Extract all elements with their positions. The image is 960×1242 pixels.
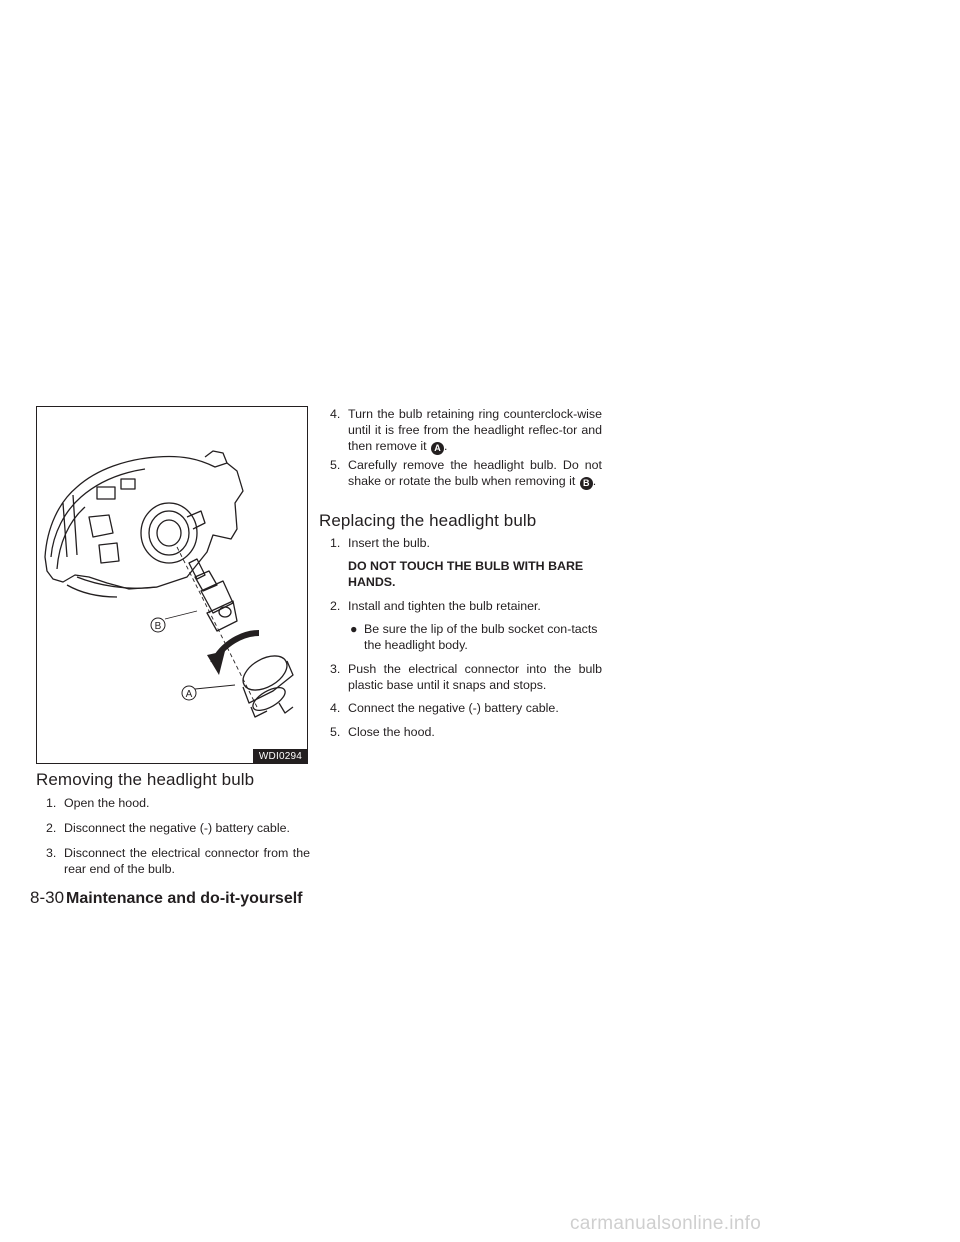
replacing-step-4 (330, 700, 602, 716)
replacing-step-2 (330, 598, 602, 614)
removing-step-3 (46, 845, 310, 877)
figure-id-label: WDI0294 (253, 749, 307, 763)
removing-step-5 (330, 457, 602, 490)
replacing-step-5 (330, 724, 602, 740)
headlight-assembly-illustration (37, 407, 308, 764)
step-text-end: . (592, 474, 597, 488)
svg-text:B: B (154, 621, 162, 632)
step-number: 5. (330, 725, 341, 739)
warning-text: DO NOT TOUCH THE BULB WITH BARE HANDS. (348, 559, 584, 589)
step-text: Disconnect the electrical connector from the rear end of the bulb. (64, 846, 310, 876)
bullet-text: Be sure the lip of the bulb socket con-tacts the headlight body. (364, 622, 598, 652)
step-number: 4. (330, 407, 341, 421)
step-text: Turn the bulb retaining ring counterclock-wise until it is free from the headlight reflec-tor and then remove it (348, 407, 602, 453)
step-text: Push the electrical connector into the bulb plastic base until it snaps and stops. (348, 662, 602, 692)
removing-step-4 (330, 406, 602, 455)
removing-step-1 (46, 795, 316, 811)
callout-a-ref: A (431, 442, 444, 455)
step-text: Close the hood. (348, 725, 435, 739)
removing-step-2 (46, 820, 316, 836)
step-number: 1. (330, 536, 341, 550)
replacing-step-1 (330, 535, 602, 551)
watermark: carmanualsonline.info (570, 1213, 762, 1234)
page-number: 8-30 (30, 888, 65, 907)
callout-b-ref: B (580, 477, 593, 490)
page-footer (30, 888, 303, 908)
step-number: 2. (330, 599, 341, 613)
step-number: 5. (330, 458, 341, 472)
step-text: Disconnect the negative (-) battery cable. (64, 821, 290, 835)
step-number: 4. (330, 701, 341, 715)
step-text-end: . (443, 439, 448, 453)
replacing-heading: Replacing the headlight bulb (319, 511, 537, 530)
replacing-warning (330, 558, 602, 590)
step-text: Open the hood. (64, 796, 150, 810)
step-number: 3. (46, 846, 57, 860)
step-text: Install and tighten the bulb retainer. (348, 599, 541, 613)
replacing-bullet (350, 621, 602, 653)
bullet-dot-icon: ● (350, 622, 358, 636)
step-text: Insert the bulb. (348, 536, 430, 550)
callout-a (182, 685, 235, 700)
step-text: Connect the negative (-) battery cable. (348, 701, 559, 715)
removing-heading: Removing the headlight bulb (36, 770, 255, 789)
step-text: Carefully remove the headlight bulb. Do not shake or rotate the bulb when removing it (348, 458, 602, 488)
headlight-bulb-figure (36, 406, 308, 764)
step-number: 1. (46, 796, 57, 810)
section-title: Maintenance and do-it-yourself (66, 890, 303, 907)
step-number: 2. (46, 821, 57, 835)
step-number: 3. (330, 662, 341, 676)
svg-text:A: A (185, 689, 193, 700)
replacing-step-3 (330, 661, 602, 693)
callout-b (151, 611, 197, 632)
